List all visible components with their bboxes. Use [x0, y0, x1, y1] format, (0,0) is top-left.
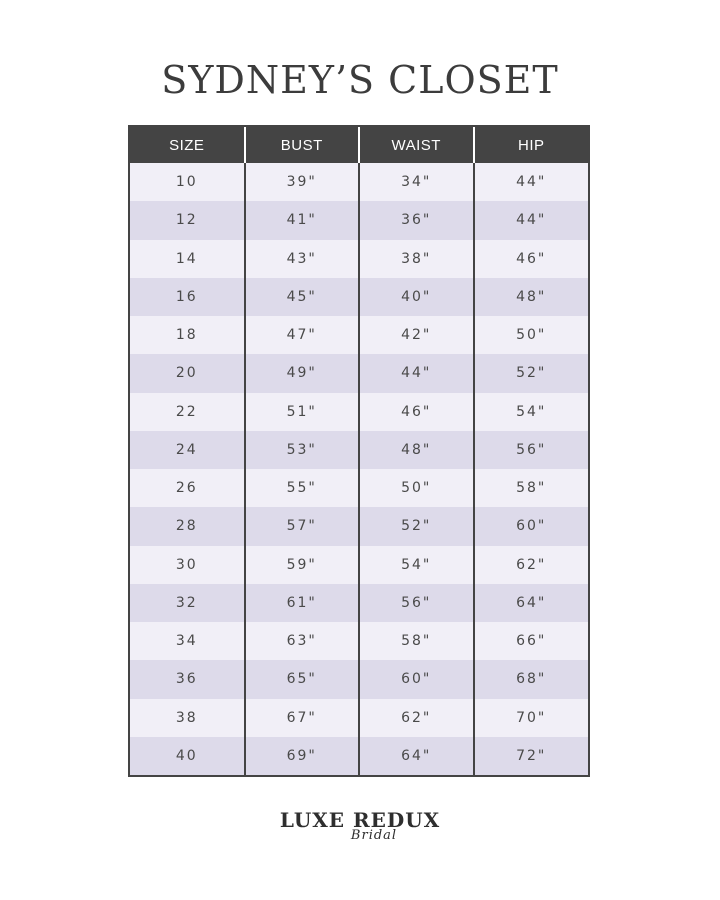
cell-hip: 44" — [474, 201, 589, 239]
column-header-hip: HIP — [474, 127, 589, 163]
cell-hip: 58" — [474, 469, 589, 507]
cell-hip: 64" — [474, 584, 589, 622]
cell-hip: 56" — [474, 431, 589, 469]
cell-bust: 41" — [245, 201, 360, 239]
cell-waist: 52" — [359, 507, 474, 545]
table-row — [130, 240, 588, 278]
cell-bust: 59" — [245, 546, 360, 584]
table-row — [130, 163, 588, 201]
cell-size: 30 — [130, 546, 245, 584]
cell-bust: 51" — [245, 393, 360, 431]
table-row — [130, 431, 588, 469]
size-chart — [128, 125, 590, 777]
logo-script: Bridal — [350, 828, 398, 843]
cell-waist: 46" — [359, 393, 474, 431]
cell-hip: 52" — [474, 354, 589, 392]
size-table — [130, 127, 588, 775]
cell-size: 16 — [130, 278, 245, 316]
cell-size: 36 — [130, 660, 245, 698]
cell-waist: 60" — [359, 660, 474, 698]
table-header-row — [130, 127, 588, 163]
cell-bust: 49" — [245, 354, 360, 392]
cell-waist: 44" — [359, 354, 474, 392]
table-row — [130, 699, 588, 737]
cell-bust: 69" — [245, 737, 360, 775]
table-row — [130, 584, 588, 622]
cell-waist: 38" — [359, 240, 474, 278]
brand-logo — [0, 808, 720, 843]
table-row — [130, 737, 588, 775]
cell-size: 10 — [130, 163, 245, 201]
cell-size: 22 — [130, 393, 245, 431]
cell-waist: 50" — [359, 469, 474, 507]
table-row — [130, 622, 588, 660]
cell-waist: 40" — [359, 278, 474, 316]
cell-size: 38 — [130, 699, 245, 737]
table-row — [130, 278, 588, 316]
cell-bust: 55" — [245, 469, 360, 507]
cell-hip: 48" — [474, 278, 589, 316]
cell-bust: 63" — [245, 622, 360, 660]
cell-bust: 45" — [245, 278, 360, 316]
cell-waist: 54" — [359, 546, 474, 584]
cell-hip: 60" — [474, 507, 589, 545]
cell-size: 28 — [130, 507, 245, 545]
cell-size: 32 — [130, 584, 245, 622]
cell-waist: 48" — [359, 431, 474, 469]
cell-waist: 64" — [359, 737, 474, 775]
column-header-size: SIZE — [130, 127, 245, 163]
column-header-waist: WAIST — [359, 127, 474, 163]
table-row — [130, 393, 588, 431]
cell-size: 18 — [130, 316, 245, 354]
cell-bust: 43" — [245, 240, 360, 278]
cell-bust: 67" — [245, 699, 360, 737]
table-body — [130, 163, 588, 775]
cell-bust: 53" — [245, 431, 360, 469]
cell-waist: 34" — [359, 163, 474, 201]
table-row — [130, 469, 588, 507]
cell-hip: 66" — [474, 622, 589, 660]
table-row — [130, 660, 588, 698]
column-header-bust: BUST — [245, 127, 360, 163]
cell-size: 40 — [130, 737, 245, 775]
cell-bust: 57" — [245, 507, 360, 545]
cell-bust: 47" — [245, 316, 360, 354]
cell-bust: 65" — [245, 660, 360, 698]
logo-wordmark: LUXE REDUX — [279, 808, 441, 832]
cell-size: 34 — [130, 622, 245, 660]
table-row — [130, 201, 588, 239]
cell-size: 20 — [130, 354, 245, 392]
cell-hip: 70" — [474, 699, 589, 737]
table-row — [130, 354, 588, 392]
table-row — [130, 507, 588, 545]
cell-bust: 61" — [245, 584, 360, 622]
cell-waist: 36" — [359, 201, 474, 239]
cell-bust: 39" — [245, 163, 360, 201]
cell-size: 24 — [130, 431, 245, 469]
cell-hip: 62" — [474, 546, 589, 584]
cell-size: 12 — [130, 201, 245, 239]
cell-hip: 54" — [474, 393, 589, 431]
cell-size: 26 — [130, 469, 245, 507]
cell-waist: 58" — [359, 622, 474, 660]
cell-waist: 62" — [359, 699, 474, 737]
cell-hip: 68" — [474, 660, 589, 698]
cell-hip: 72" — [474, 737, 589, 775]
cell-waist: 42" — [359, 316, 474, 354]
cell-hip: 46" — [474, 240, 589, 278]
cell-waist: 56" — [359, 584, 474, 622]
cell-hip: 44" — [474, 163, 589, 201]
table-row — [130, 546, 588, 584]
cell-size: 14 — [130, 240, 245, 278]
cell-hip: 50" — [474, 316, 589, 354]
page-title: SYDNEY’S CLOSET — [161, 58, 559, 102]
table-row — [130, 316, 588, 354]
